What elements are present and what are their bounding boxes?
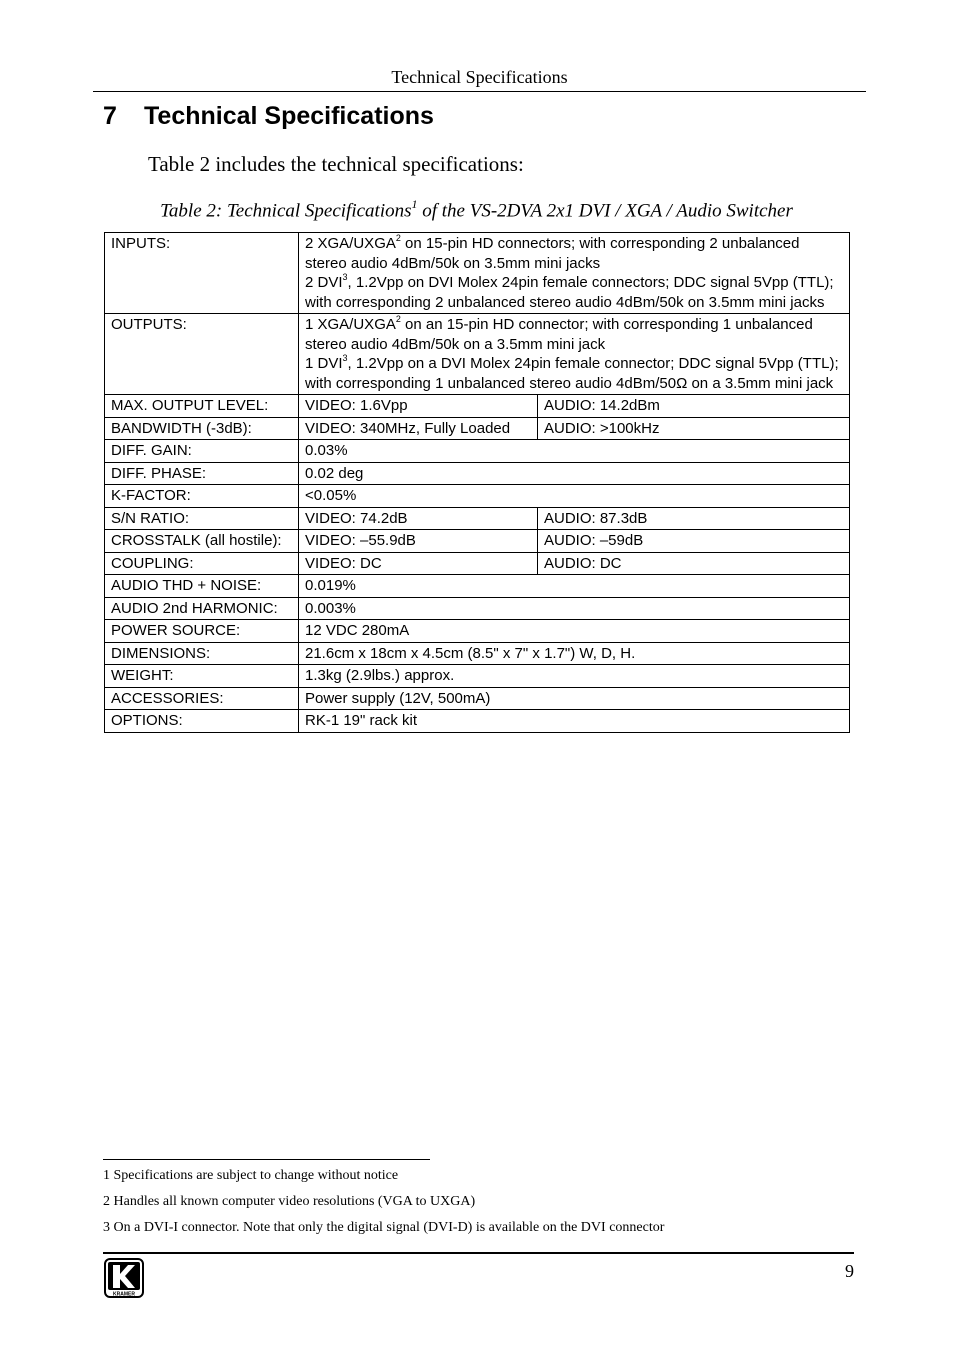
spec-video-value: VIDEO: 74.2dB xyxy=(299,507,538,530)
spec-label: S/N RATIO: xyxy=(105,507,299,530)
spec-label: MAX. OUTPUT LEVEL: xyxy=(105,395,299,418)
spec-audio-value: AUDIO: 87.3dB xyxy=(538,507,850,530)
section-number: 7 xyxy=(103,102,117,130)
kramer-logo-icon xyxy=(104,1258,144,1298)
header-rule xyxy=(93,91,866,92)
footnote-ref: 2 xyxy=(395,314,401,324)
table-row xyxy=(105,620,850,643)
logo-text: KRAMER xyxy=(113,1291,135,1298)
specs-table xyxy=(104,232,850,733)
spec-label: AUDIO 2nd HARMONIC: xyxy=(105,597,299,620)
spec-value: Power supply (12V, 500mA) xyxy=(299,687,850,710)
spec-label: INPUTS: xyxy=(105,233,299,314)
page-number: 9 xyxy=(845,1261,854,1281)
table-caption xyxy=(104,190,849,226)
caption-footnote-ref: 1 xyxy=(411,197,418,211)
spec-label: POWER SOURCE: xyxy=(105,620,299,643)
spec-label: DIFF. PHASE: xyxy=(105,462,299,485)
spec-value: 0.02 deg xyxy=(299,462,850,485)
spec-label: COUPLING: xyxy=(105,552,299,575)
inputs-vga-line xyxy=(305,234,843,273)
spec-value: 0.003% xyxy=(299,597,850,620)
spec-value: 0.03% xyxy=(299,440,850,463)
footnote-3: 3 On a DVI-I connector. Note that only the digital signal (DVI-D) is available on the DVI connector xyxy=(103,1220,665,1235)
table-row xyxy=(105,314,850,395)
spec-label: AUDIO THD + NOISE: xyxy=(105,575,299,598)
table-row xyxy=(105,440,850,463)
section-heading xyxy=(103,100,434,132)
footnote-1: 1 Specifications are subject to change without notice xyxy=(103,1168,399,1183)
spec-value xyxy=(299,233,850,314)
outputs-dvi-text-rest: , 1.2Vpp on a DVI Molex 24pin female connector; DDC signal 5Vpp (TTL); with corresponding 1 unbalanced stereo audio 4dBm/50Ω on a 3.5mm mini jack xyxy=(305,355,839,392)
spec-label: DIMENSIONS: xyxy=(105,642,299,665)
outputs-vga-text-rest: on an 15-pin HD connector; with corresponding 1 unbalanced stereo audio 4dBm/50k on a 3.5mm mini jack xyxy=(305,316,813,353)
spec-audio-value: AUDIO: DC xyxy=(538,552,850,575)
table-row xyxy=(105,665,850,688)
table-row xyxy=(105,417,850,440)
spec-audio-value: AUDIO: –59dB xyxy=(538,530,850,553)
section-title: Technical Specifications xyxy=(144,102,434,130)
caption-text-after: of the VS-2DVA 2x1 DVI / XGA / Audio Switcher xyxy=(417,200,793,222)
outputs-vga-text: 1 XGA/UXGA xyxy=(305,316,396,333)
footnote-rule xyxy=(103,1159,430,1160)
spec-value: 12 VDC 280mA xyxy=(299,620,850,643)
footer-rule xyxy=(103,1252,854,1254)
spec-audio-value: AUDIO: 14.2dBm xyxy=(538,395,850,418)
spec-video-value: VIDEO: 340MHz, Fully Loaded xyxy=(299,417,538,440)
spec-video-value: VIDEO: 1.6Vpp xyxy=(299,395,538,418)
inputs-vga-text-rest: on 15-pin HD connectors; with corresponding 2 unbalanced stereo audio 4dBm/50k on 3.5mm mini jacks xyxy=(305,235,800,272)
table-row xyxy=(105,485,850,508)
table-row xyxy=(105,552,850,575)
table-row xyxy=(105,462,850,485)
spec-label: ACCESSORIES: xyxy=(105,687,299,710)
table-row xyxy=(105,530,850,553)
table-row xyxy=(105,233,850,314)
table-row xyxy=(105,597,850,620)
spec-video-value: VIDEO: –55.9dB xyxy=(299,530,538,553)
spec-label: BANDWIDTH (-3dB): xyxy=(105,417,299,440)
spec-value xyxy=(299,314,850,395)
intro-text: Table 2 includes the technical specifications: xyxy=(148,152,524,176)
inputs-vga-text: 2 XGA/UXGA xyxy=(305,235,396,252)
spec-label: DIFF. GAIN: xyxy=(105,440,299,463)
table-row xyxy=(105,507,850,530)
spec-label: CROSSTALK (all hostile): xyxy=(105,530,299,553)
inputs-dvi-text: 2 DVI xyxy=(305,274,343,291)
outputs-dvi-text: 1 DVI xyxy=(305,355,343,372)
footnote-ref: 3 xyxy=(342,353,348,363)
spec-value: 1.3kg (2.9lbs.) approx. xyxy=(299,665,850,688)
spec-value: 21.6cm x 18cm x 4.5cm (8.5" x 7" x 1.7") W, D, H. xyxy=(299,642,850,665)
spec-value: 0.019% xyxy=(299,575,850,598)
outputs-dvi-line xyxy=(305,354,843,393)
table-row xyxy=(105,687,850,710)
footnote-ref: 2 xyxy=(395,233,401,243)
spec-value: RK-1 19" rack kit xyxy=(299,710,850,733)
spec-label: K-FACTOR: xyxy=(105,485,299,508)
spec-video-value: VIDEO: DC xyxy=(299,552,538,575)
footnote-2: 2 Handles all known computer video resolutions (VGA to UXGA) xyxy=(103,1194,476,1209)
footnote-ref: 3 xyxy=(342,272,348,282)
inputs-dvi-text-rest: , 1.2Vpp on DVI Molex 24pin female connectors; DDC signal 5Vpp (TTL); with corresponding 2 unbalanced stereo audio 4dBm/50k on 3.5mm mini jacks xyxy=(305,274,834,311)
running-header: Technical Specifications xyxy=(391,67,568,87)
spec-label: WEIGHT: xyxy=(105,665,299,688)
caption-text: Table 2: Technical Specifications xyxy=(160,200,412,222)
table-row xyxy=(105,395,850,418)
table-row xyxy=(105,575,850,598)
outputs-vga-line xyxy=(305,315,843,354)
spec-value: <0.05% xyxy=(299,485,850,508)
table-row xyxy=(105,710,850,733)
table-row xyxy=(105,642,850,665)
spec-audio-value: AUDIO: >100kHz xyxy=(538,417,850,440)
spec-label: OPTIONS: xyxy=(105,710,299,733)
inputs-dvi-line xyxy=(305,273,843,312)
spec-label: OUTPUTS: xyxy=(105,314,299,395)
